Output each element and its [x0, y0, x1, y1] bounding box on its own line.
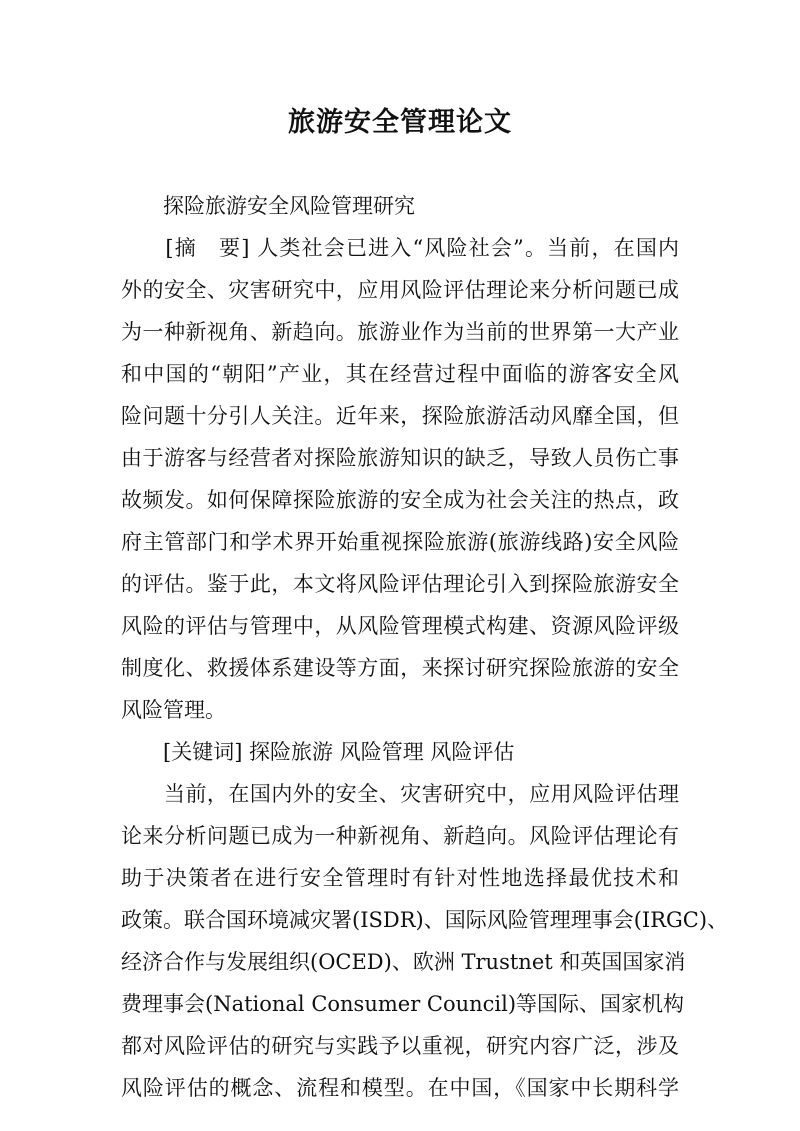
abstract-line: 府主管部门和学术界开始重视探险旅游(旅游线路)安全风险	[121, 530, 679, 554]
abstract-line: 由于游客与经营者对探险旅游知识的缺乏，导致人员伤亡事	[121, 446, 679, 470]
document-title: 旅游安全管理论文	[288, 107, 512, 138]
abstract-line: 外的安全、灾害研究中，应用风险评估理论来分析问题已成	[121, 278, 679, 302]
keywords-line: [关键词] 探险旅游 风险管理 风险评估	[121, 740, 515, 764]
body-line: 助于决策者在进行安全管理时有针对性地选择最优技术和	[121, 866, 679, 890]
body-line: 经济合作与发展组织(OCED)、欧洲 Trustnet 和英国国家消	[121, 950, 686, 974]
abstract-line: 和中国的“朝阳”产业，其在经营过程中面临的游客安全风	[121, 362, 679, 386]
abstract-line: 风险的评估与管理中，从风险管理模式构建、资源风险评级	[121, 614, 679, 638]
body-line: 风险评估的概念、流程和模型。在中国，《国家中长期科学	[121, 1076, 679, 1100]
abstract-line: 制度化、救援体系建设等方面，来探讨研究探险旅游的安全	[121, 656, 679, 680]
body-line: 论来分析问题已成为一种新视角、新趋向。风险评估理论有	[121, 824, 679, 848]
paper-subtitle: 探险旅游安全风险管理研究	[121, 194, 415, 218]
body-line: 政策。联合国环境减灾署(ISDR)、国际风险管理理事会(IRGC)、	[121, 908, 729, 932]
body-line: 当前，在国内外的安全、灾害研究中，应用风险评估理	[121, 782, 679, 806]
abstract-line: 风险管理。	[121, 698, 226, 722]
abstract-line: 故频发。如何保障探险旅游的安全成为社会关注的热点，政	[121, 488, 679, 512]
abstract-line: [摘 要] 人类社会已进入“风险社会”。当前，在国内	[121, 236, 679, 260]
abstract-line: 为一种新视角、新趋向。旅游业作为当前的世界第一大产业	[121, 320, 679, 344]
abstract-line: 险问题十分引人关注。近年来，探险旅游活动风靡全国，但	[121, 404, 679, 428]
body-line: 都对风险评估的研究与实践予以重视，研究内容广泛，涉及	[121, 1034, 679, 1058]
body-line: 费理事会(National Consumer Council)等国际、国家机构	[121, 992, 685, 1016]
abstract-line: 的评估。鉴于此，本文将风险评估理论引入到探险旅游安全	[121, 572, 679, 596]
